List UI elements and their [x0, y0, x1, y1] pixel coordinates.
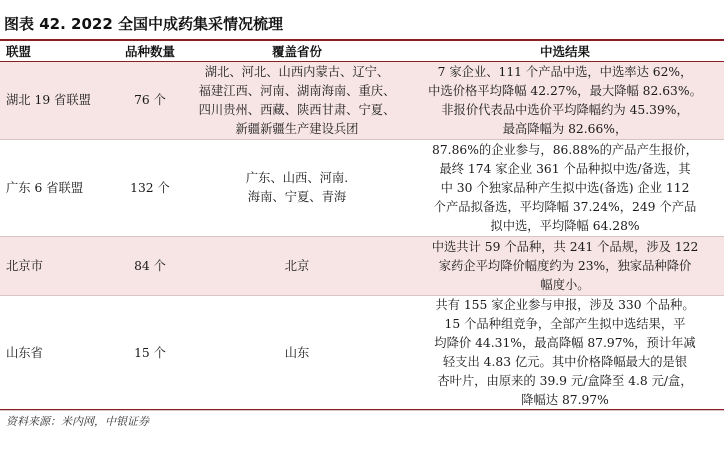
coverage-line: 北京 [284, 258, 310, 273]
result-line: 中选共计 59 个品种，共 241 个品规，涉及 122 [431, 239, 699, 254]
table-row-hubei [0, 62, 724, 140]
result-line: 降幅达 87.97% [521, 393, 609, 407]
coverage-line: 广东、山西、河南. [245, 171, 349, 185]
varieties-cell: 84 个 [112, 237, 188, 296]
result-cell [406, 140, 724, 237]
result-line: 共有 155 家企业参与申报，涉及 330 个品种。 [435, 298, 695, 312]
varieties-cell: 15 个 [112, 296, 188, 411]
table-row-shandong [0, 296, 724, 411]
procurement-table [0, 41, 724, 411]
result-line: 87.86%的企业参与，86.88%的产品产生报价， [432, 142, 698, 157]
coverage-line: 四川贵州、西藏、陕西甘肃、宁夏、 [198, 102, 396, 117]
result-line: 个产品拟备选，平均降幅 37.24%，249 个产品 [433, 199, 697, 214]
result-line: 15 个品种组竞争，全部产生拟中选结果，平 [444, 317, 686, 331]
coverage-cell [188, 296, 406, 411]
varieties-cell: 132 个 [112, 140, 188, 237]
result-line: 中 30 个独家品种产生拟中选(备选) 企业 112 [440, 180, 690, 195]
coverage-line: 福建江西、河南、湖南海南、重庆、 [198, 83, 396, 98]
header-varieties: 品种数量 [112, 41, 188, 62]
result-line: 非报价代表品中选价平均降幅约为 45.39%， [441, 102, 689, 117]
varieties-cell: 76 个 [112, 62, 188, 140]
coverage-line: 新疆新疆生产建设兵团 [235, 121, 359, 136]
coverage-line: 海南、宁夏、青海 [247, 190, 347, 204]
result-cell [406, 237, 724, 296]
result-line: 家药企平均降价幅度约为 23%，独家品种降价 [438, 258, 692, 273]
result-line: 中选价格平均降幅 42.27%，最大降幅 82.63%。 [428, 83, 702, 98]
result-line: 7 家企业、111 个产品中选，中选率达 62%， [437, 64, 693, 79]
alliance-cell: 北京市 [0, 237, 112, 296]
coverage-line: 山东 [284, 345, 310, 360]
coverage-line: 湖北、河北、山西内蒙古、辽宁、 [204, 64, 390, 79]
result-line: 幅度小。 [540, 277, 590, 292]
result-cell [406, 62, 724, 140]
result-cell [406, 296, 724, 411]
coverage-cell [188, 140, 406, 237]
alliance-cell: 广东 6 省联盟 [0, 140, 112, 237]
bottom-rule [0, 409, 724, 410]
result-line: 最终 174 家企业 361 个品种拟中选/备选，其 [439, 161, 691, 176]
alliance-cell: 山东省 [0, 296, 112, 411]
header-coverage: 覆盖省份 [188, 41, 406, 62]
coverage-cell [188, 237, 406, 296]
figure-title: 图表 42. 2022 全国中成药集采情况梳理 [4, 15, 283, 33]
result-line: 轻支出 4.83 亿元。其中价格降幅最大的是银 [442, 355, 688, 369]
header-result: 中选结果 [406, 41, 724, 62]
header-alliance: 联盟 [0, 41, 112, 62]
alliance-cell: 湖北 19 省联盟 [0, 62, 112, 140]
header-row [0, 41, 724, 62]
table-row-beijing [0, 237, 724, 296]
result-line: 杏叶片，由原来的 39.9 元/盒降至 4.8 元/盒， [437, 374, 693, 388]
coverage-cell [188, 62, 406, 140]
result-line: 拟中选，平均降幅 64.28% [490, 218, 640, 233]
result-line: 均降价 44.31%，最高降幅 87.97%，预计年减 [434, 336, 696, 350]
result-line: 最高降幅为 82.66%， [502, 121, 628, 136]
source-note: 资料来源：米内网，中银证券 [6, 415, 149, 428]
table-row-guangdong [0, 140, 724, 237]
